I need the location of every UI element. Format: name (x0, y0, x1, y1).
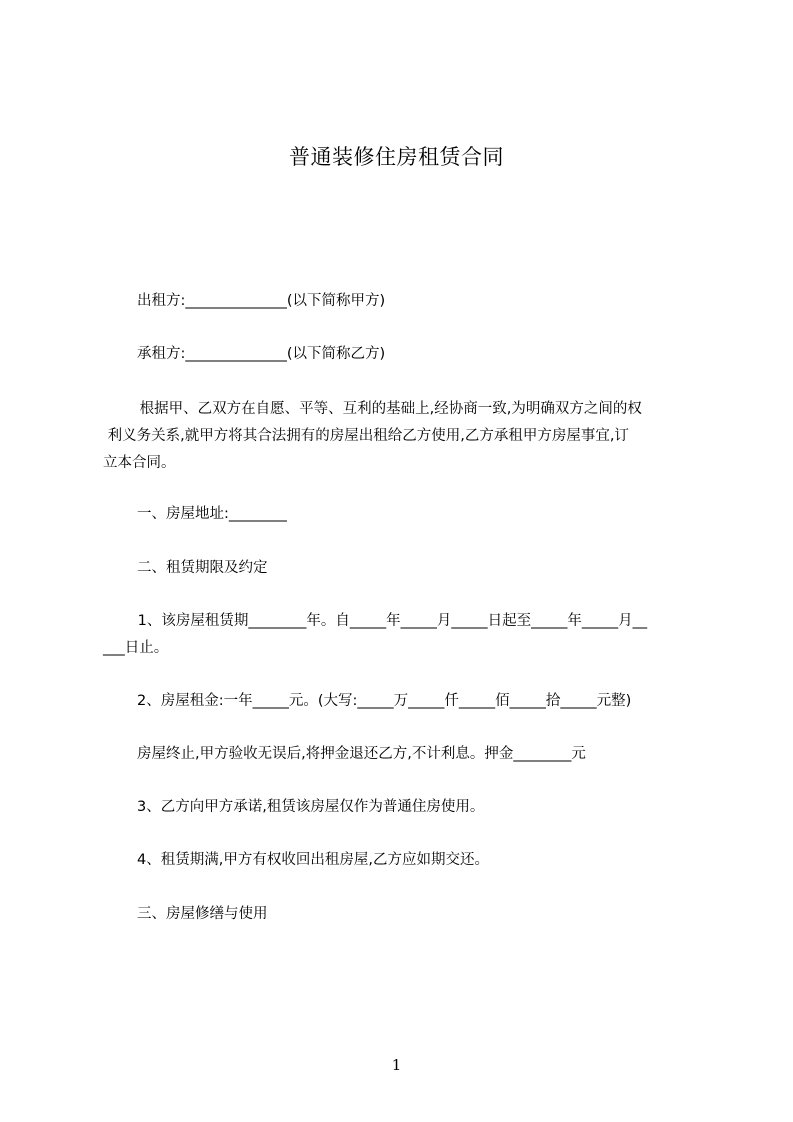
preamble-line-1: 根据甲、乙双方在自愿、平等、互利的基础上,经协商一致,为明确双方之间的权 (135, 401, 642, 417)
page-number: 1 (391, 1056, 402, 1074)
section-2-heading: 二、租赁期限及约定 (137, 560, 268, 576)
section-3-heading: 三、房屋修缮与使用 (137, 906, 268, 922)
lessor-line: 出租方:______________(以下简称甲方) (137, 293, 386, 309)
lessee-line: 承租方:______________(以下简称乙方) (137, 346, 386, 362)
preamble-line-2: 利义务关系,就甲方将其合法拥有的房屋出租给乙方使用,乙方承租甲方房屋事宜,订 (103, 428, 629, 444)
clause-4: 4、租赁期满,甲方有权收回出租房屋,乙方应如期交还。 (137, 852, 489, 868)
clause-2-rent: 2、房屋租金:一年_____元。(大写:_____万_____仟_____佰_____拾_____元整) (137, 693, 632, 709)
clause-3: 3、乙方向甲方承诺,租赁该房屋仅作为普通住房使用。 (137, 799, 485, 815)
clause-1-line-1: 1、该房屋租赁期________年。自_____年_____月_____日起至_____年_____月__ (133, 613, 648, 629)
contract-title: 普通装修住房租赁合同 (289, 145, 504, 169)
clause-1-line-2: ___日止。 (103, 640, 169, 656)
deposit-line: 房屋终止,甲方验收无误后,将押金退还乙方,不计利息。押金________元 (137, 746, 586, 762)
section-1-heading: 一、房屋地址:________ (137, 506, 287, 522)
preamble-line-3: 立本合同。 (103, 455, 176, 471)
